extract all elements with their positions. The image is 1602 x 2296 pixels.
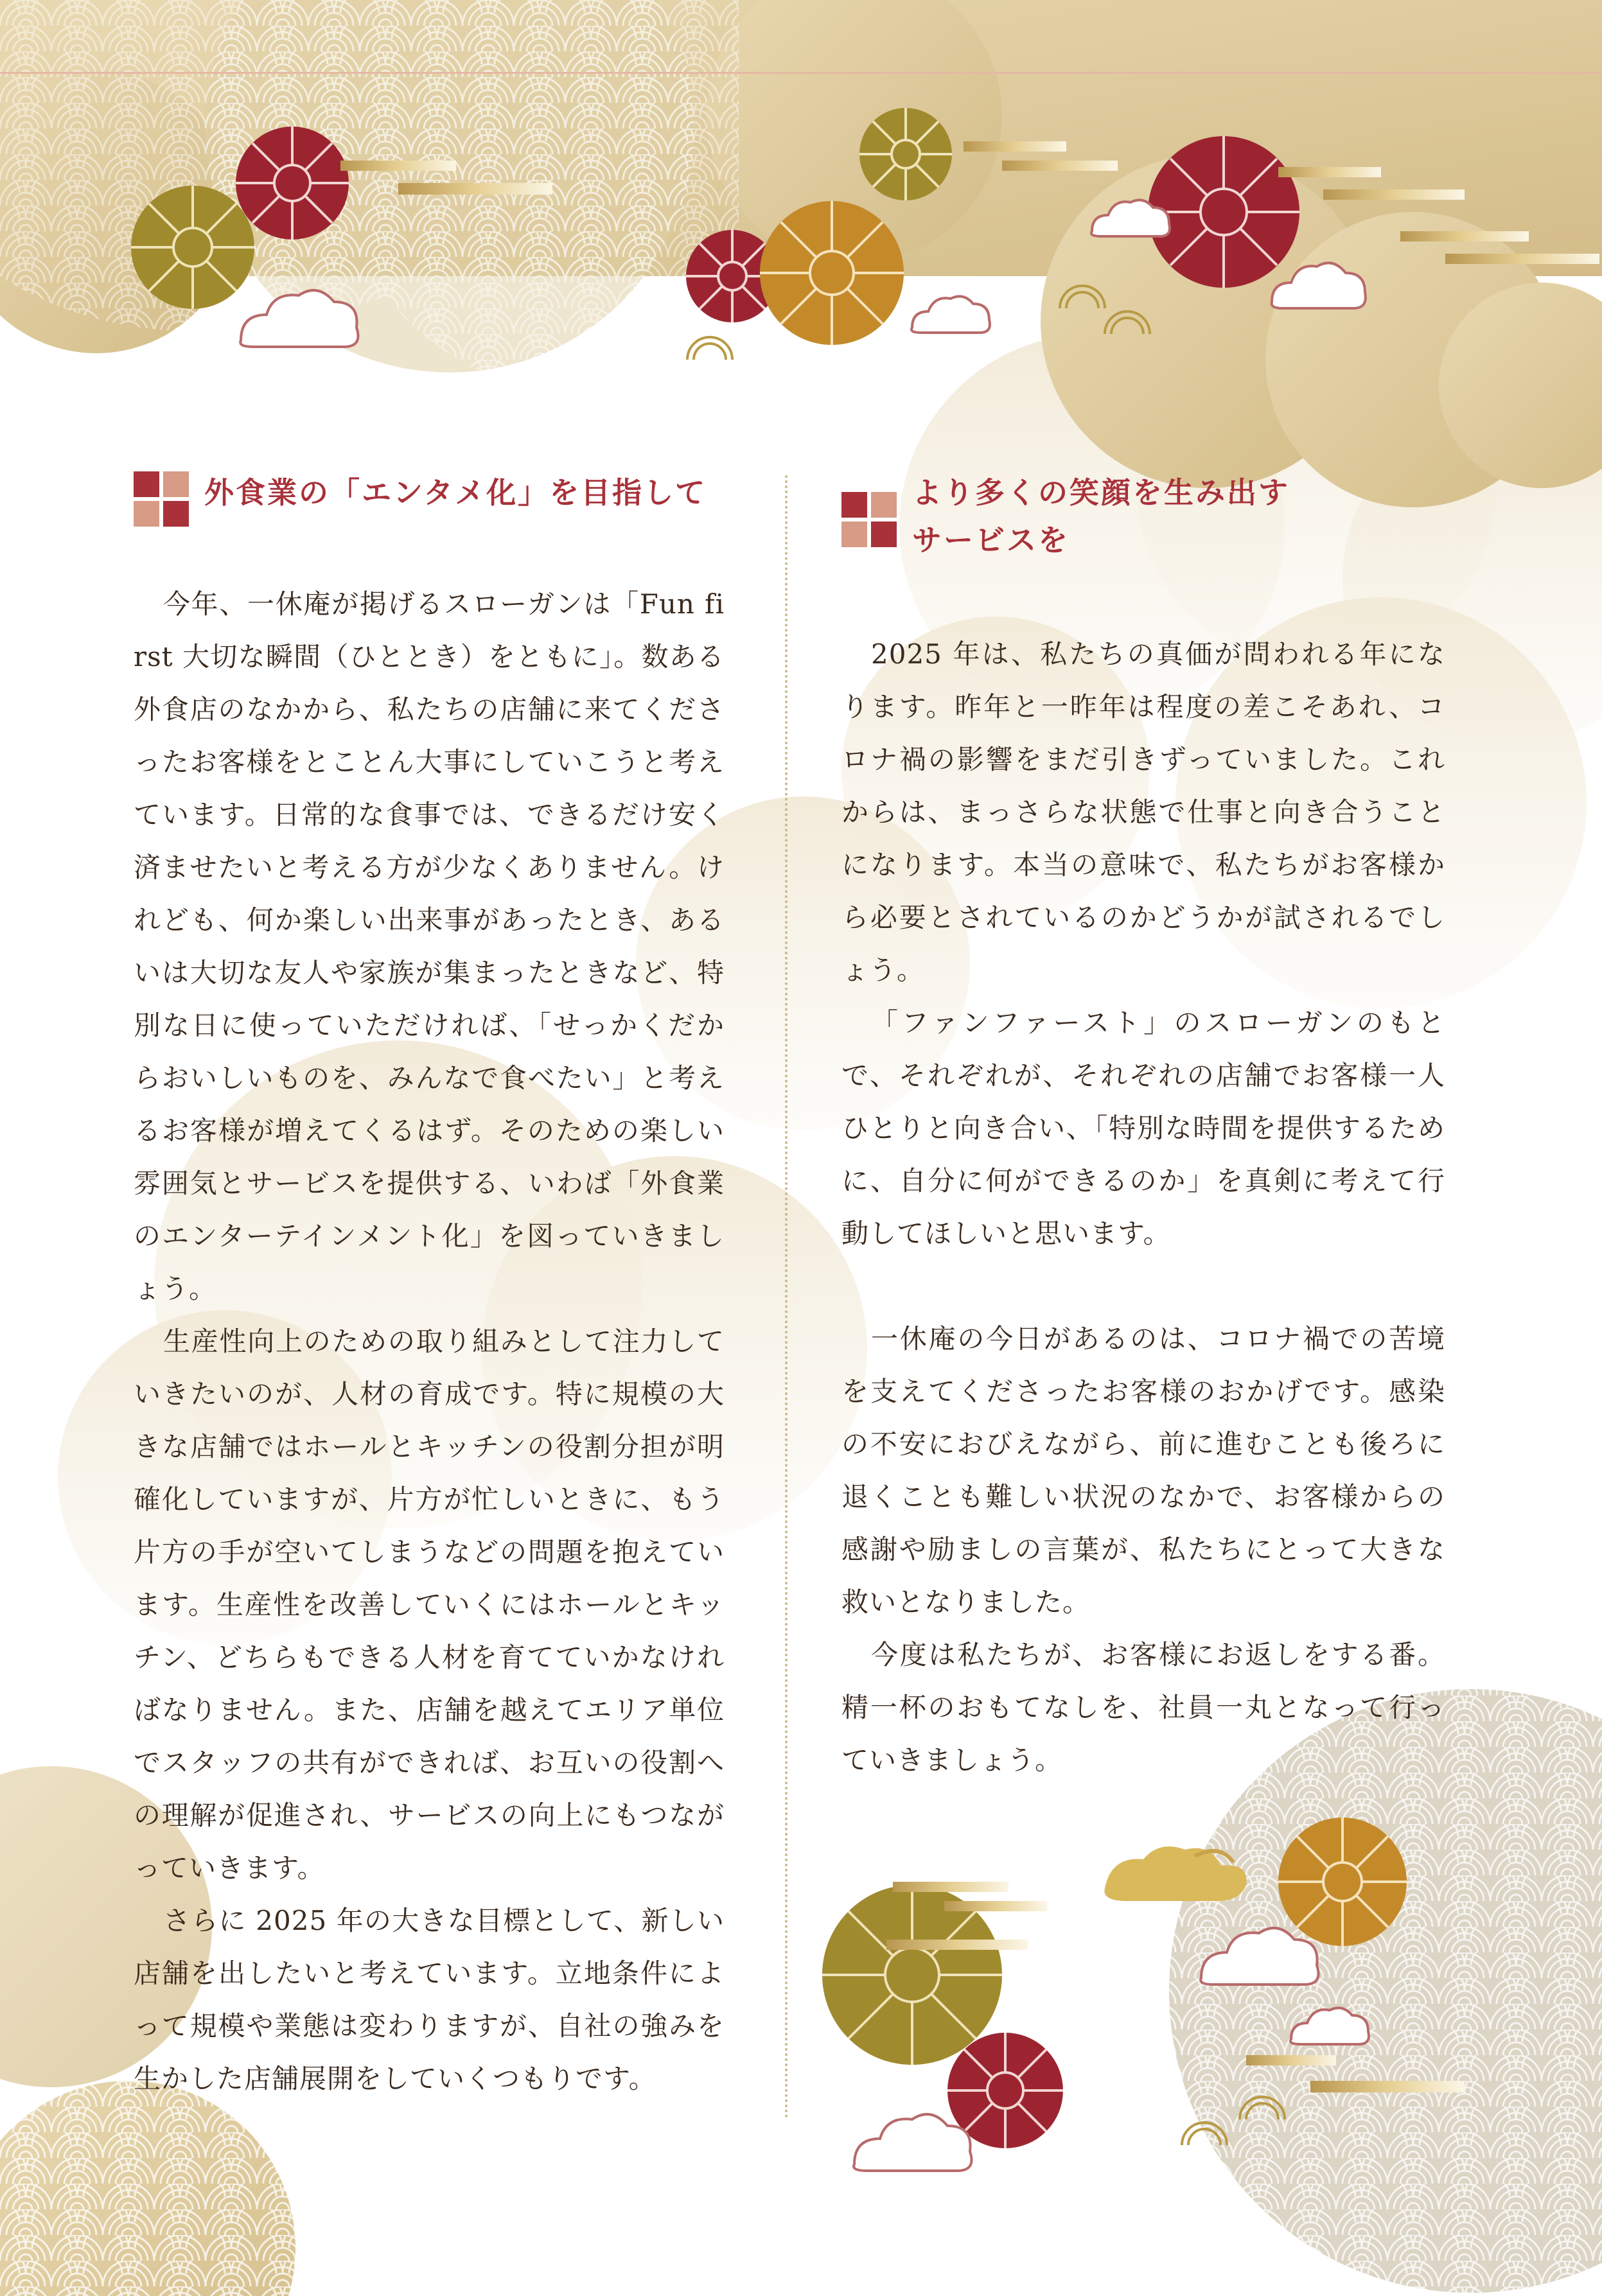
gold-cloud-icon bbox=[1104, 1846, 1246, 1901]
chrysanthemum-icon bbox=[1278, 1818, 1407, 1946]
left-column bbox=[134, 469, 725, 2105]
chrysanthemum-icon bbox=[1148, 136, 1299, 288]
heading-square-icon bbox=[134, 471, 190, 528]
top-rule bbox=[0, 72, 1602, 74]
column-divider bbox=[785, 475, 788, 2119]
chrysanthemum-icon bbox=[760, 201, 904, 345]
left-heading bbox=[134, 469, 725, 528]
heading-square-icon bbox=[841, 492, 898, 548]
paragraph-gap bbox=[841, 1260, 1445, 1313]
right-heading-title bbox=[912, 469, 1290, 564]
left-paragraph: 生産性向上のための取り組みとして注力していきたいのが、人材の育成です。特に規模の大きな店舗ではホールとキッチンの役割分担が明確化していますが、片方が忙しいときに、もう片方の手が空いてしまうなどの問題を抱えています。生産性を改善していくにはホールとキッチン、どちらもできる人材を育てていかなければなりません。また、店舗を越えてエリア単位でスタッフの共有ができれば、お互いの役割への理解が促進され、サービスの向上にもつながっていきます。 bbox=[134, 1326, 725, 1884]
right-paragraph: 「ファンファースト」のスローガンのもとで、それぞれが、それぞれの店舗でお客様一人ひとりと向き合い、「特別な時間を提供するために、自分に何ができるのか」を真剣に考えて行動してほしいと思います。 bbox=[841, 1007, 1445, 1249]
chrysanthemum-icon bbox=[859, 108, 952, 200]
left-paragraph: さらに 2025 年の大きな目標として、新しい店舗を出したいと考えています。立地条件によって規模や業態は変わりますが、自社の強みを生かした店舗展開をしていくつもりです。 bbox=[134, 1905, 725, 2094]
right-heading bbox=[841, 469, 1445, 564]
right-heading-line1: より多くの笑顔を生み出す bbox=[912, 475, 1290, 510]
right-paragraph: 今度は私たちが、お客様にお返しをする番。精一杯のおもてなしを、社員一丸となって行っていきましょう。 bbox=[841, 1639, 1445, 1776]
chrysanthemum-icon bbox=[822, 1885, 1002, 2065]
chrysanthemum-icon bbox=[236, 127, 349, 240]
left-heading-title: 外食業の「エンタメ化」を目指して bbox=[204, 475, 707, 510]
left-paragraph: 今年、一休庵が掲げるスローガンは「Fun first 大切な瞬間（ひととき）をともに」。数ある外食店のなかから、私たちの店舗に来てくださったお客様をとことん大事にしていこうと考えています。日常的な食事では、できるだけ安く済ませたいと考える方が少なくありません。けれども、何か楽しい出来事があったとき、あるいは大切な友人や家族が集まったときなど、特別な日に使っていただければ、「せっかくだからおいしいものを、みんなで食べたい」と考えるお客様が増えてくるはず。そのための楽しい雰囲気とサービスを提供する、いわば「外食業のエンターテインメント化」を図っていきましょう。 bbox=[134, 588, 725, 1304]
chrysanthemum-icon bbox=[131, 186, 254, 309]
right-paragraph: 一休庵の今日があるのは、コロナ禍での苦境を支えてくださったお客様のおかげです。感染の不安におびえながら、前に進むことも後ろに退くことも難しい状況のなかで、お客様からの感謝や励ましの言葉が、私たちにとって大きな救いとなりました。 bbox=[841, 1323, 1445, 1618]
right-heading-line2: サービスを bbox=[912, 523, 1069, 557]
right-column bbox=[841, 469, 1445, 1787]
right-paragraph: 2025 年は、私たちの真価が問われる年になります。昨年と一昨年は程度の差こそあれ、コロナ禍の影響をまだ引きずっていました。これからは、まっさらな状態で仕事と向き合うことになります。本当の意味で、私たちがお客様から必要とされているのかどうかが試されるでしょう。 bbox=[841, 638, 1445, 986]
